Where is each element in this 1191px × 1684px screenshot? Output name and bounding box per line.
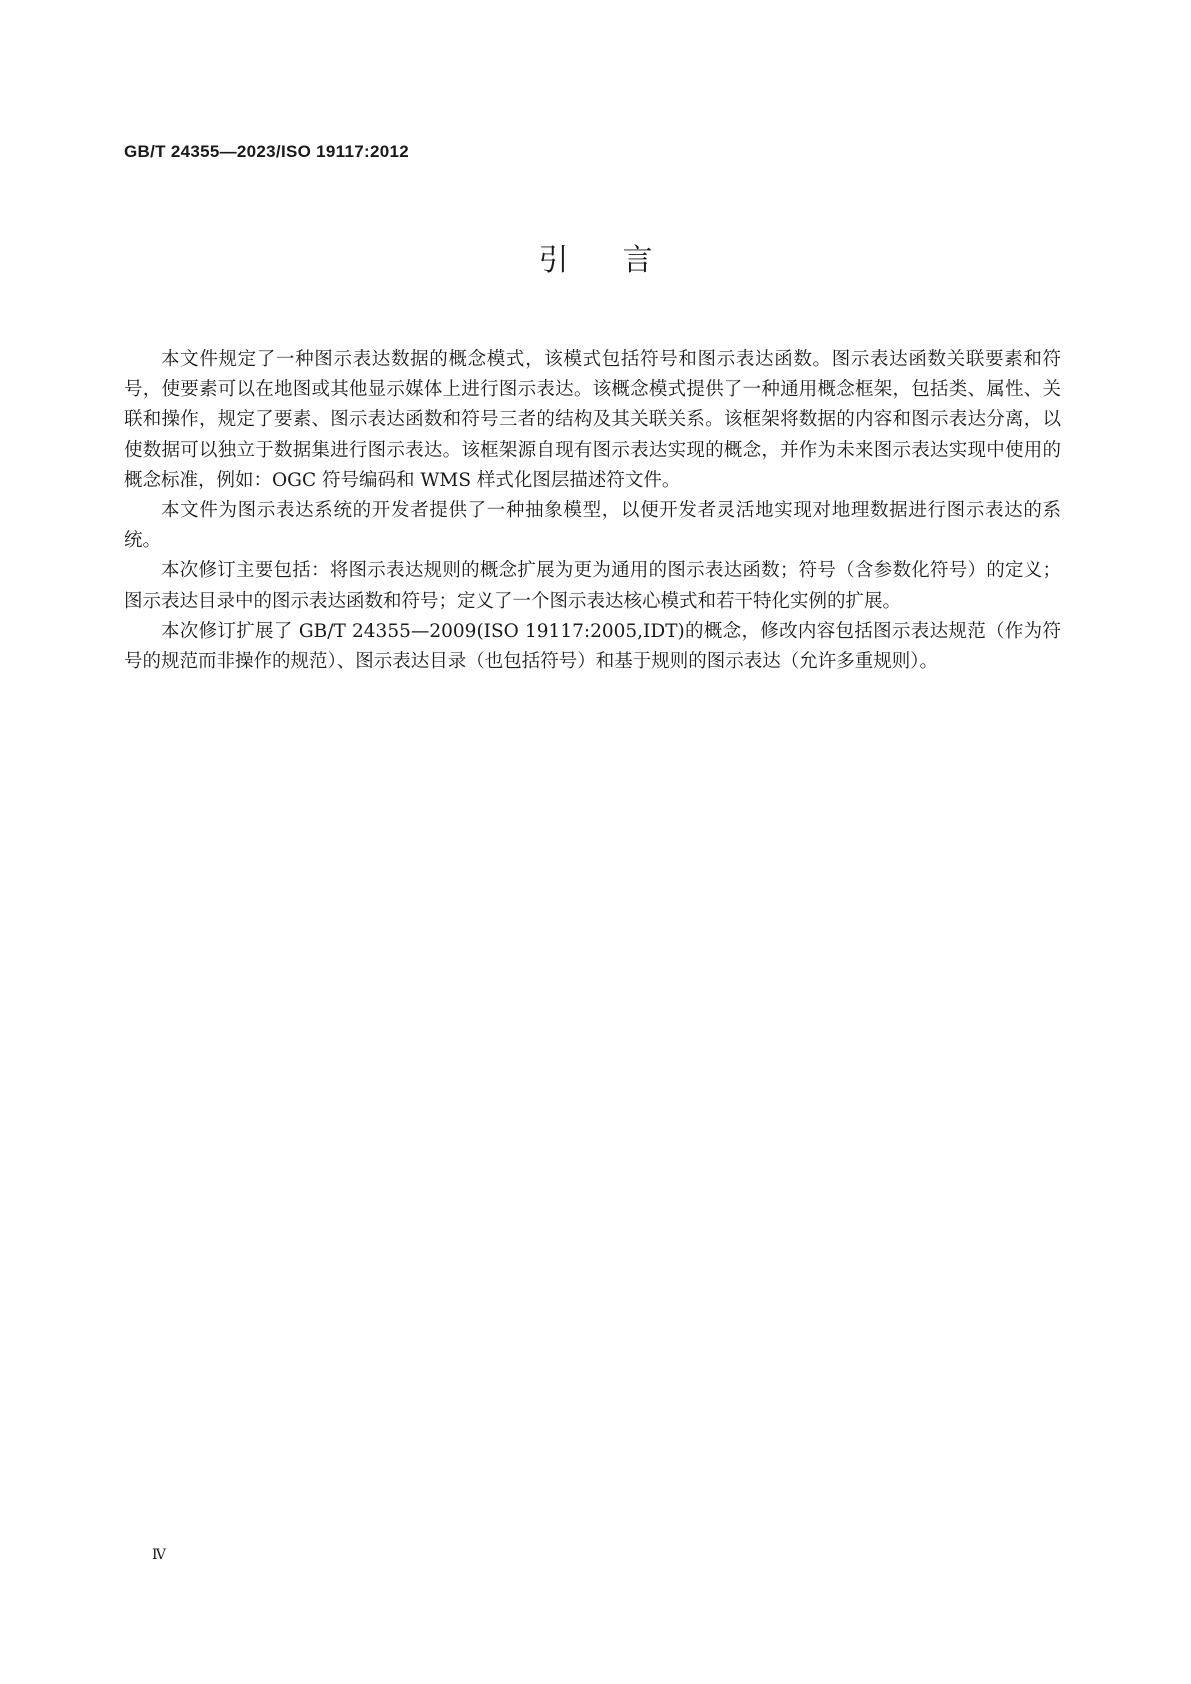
- introduction-body: [124, 345, 1061, 677]
- page-number: Ⅳ: [152, 1547, 166, 1563]
- paragraph-2: 本文件为图示表达系统的开发者提供了一种抽象模型，以便开发者灵活地实现对地理数据进行图示表达的系统。: [124, 500, 1061, 552]
- page-title: 引言: [538, 243, 707, 278]
- standard-code: GB/T 24355—2023/ISO 19117:2012: [124, 142, 409, 161]
- paragraph-3: 本次修订主要包括：将图示表达规则的概念扩展为更为通用的图示表达函数；符号（含参数化符号）的定义；图示表达目录中的图示表达函数和符号；定义了一个图示表达核心模式和若干特化实例的扩展。: [124, 560, 1061, 612]
- standard-code-header: [124, 142, 409, 162]
- paragraph-1: 本文件规定了一种图示表达数据的概念模式，该模式包括符号和图示表达函数。图示表达函数关联要素和符号，使要素可以在地图或其他显示媒体上进行图示表达。该概念模式提供了一种通用概念框架，包括类、属性、关联和操作，规定了要素、图示表达函数和符号三者的结构及其关联关系。该框架将数据的内容和图示表达分离，以使数据可以独立于数据集进行图示表达。该框架源自现有图示表达实现的概念，并作为未来图示表达实现中使用的概念标准，例如：OGC 符号编码和 WMS 样式化图层描述符文件。: [124, 349, 1061, 491]
- paragraph-4: 本次修订扩展了 GB/T 24355—2009(ISO 19117:2005,IDT)的概念，修改内容包括图示表达规范（作为符号的规范而非操作的规范）、图示表达目录（也包括符号）和基于规则的图示表达（允许多重规则）。: [124, 620, 1061, 673]
